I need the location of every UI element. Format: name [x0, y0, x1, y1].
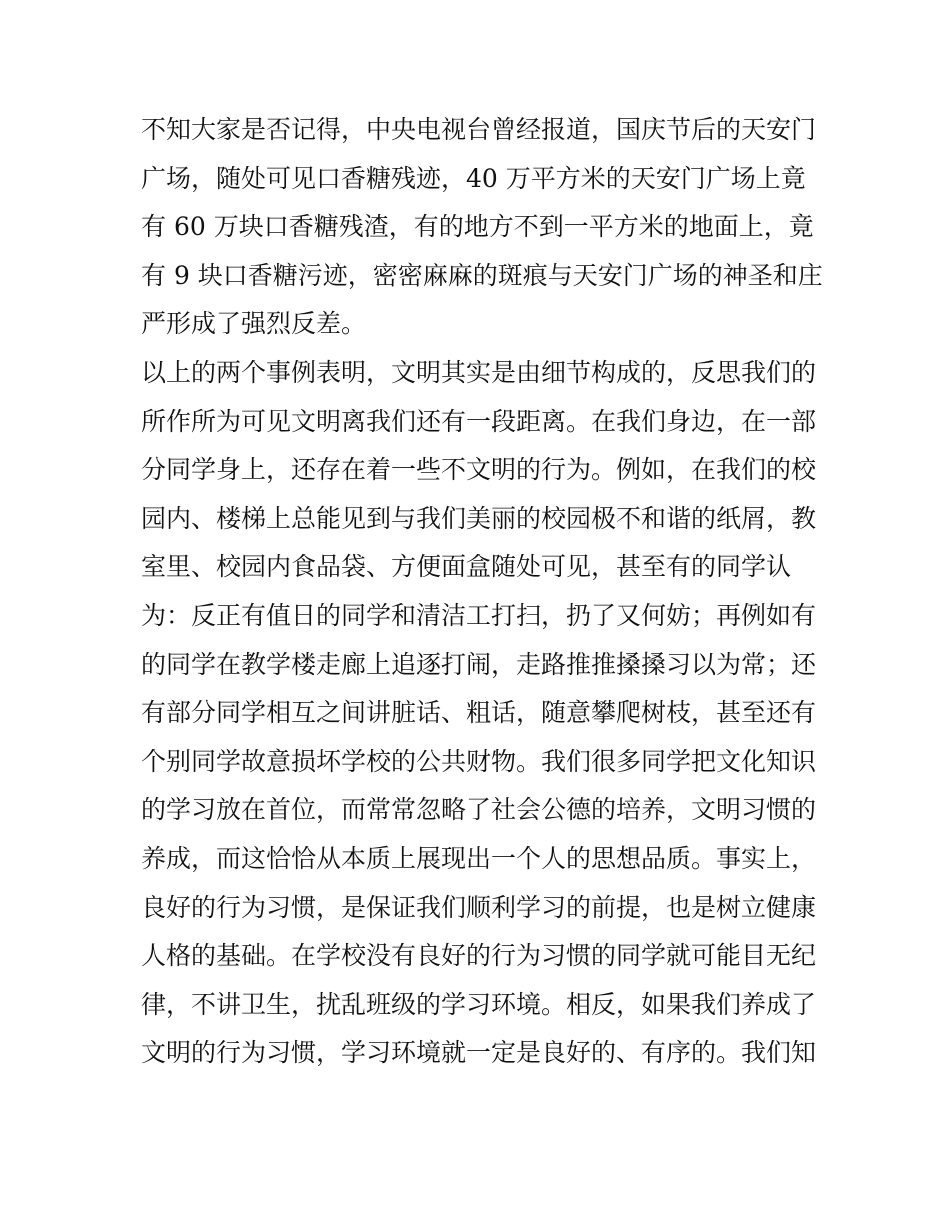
text-line: 有 60 万块口香糖残渣，有的地方不到一平方米的地面上，竟	[141, 212, 814, 242]
text-line: 良好的行为习惯，是保证我们顺利学习的前提，也是树立健康	[141, 892, 817, 922]
text-line: 个别同学故意损坏学校的公共财物。我们很多同学把文化知识	[141, 746, 817, 776]
text-line: 室里、校园内食品袋、方便面盒随处可见，甚至有的同学认	[141, 552, 792, 582]
text-line: 有部分同学相互之间讲脏话、粗话，随意攀爬树枝，甚至还有	[141, 698, 817, 728]
text-line: 广场，随处可见口香糖残迹，40 万平方米的天安门广场上竟	[141, 163, 806, 193]
text-line: 严形成了强烈反差。	[141, 309, 367, 339]
text-line: 为：反正有值日的同学和清洁工打扫，扔了又何妨；再例如有	[141, 600, 817, 630]
paragraph-1	[141, 106, 821, 349]
text-line: 园内、楼梯上总能见到与我们美丽的校园极不和谐的纸屑，教	[141, 503, 817, 533]
text-line: 的学习放在首位，而常常忽略了社会公德的培养，文明习惯的	[141, 795, 817, 825]
body-text	[141, 106, 821, 1078]
paragraph-2	[141, 349, 821, 1078]
text-line: 人格的基础。在学校没有良好的行为习惯的同学就可能目无纪	[141, 941, 817, 971]
text-line: 以上的两个事例表明，文明其实是由细节构成的，反思我们的	[141, 357, 817, 387]
text-line: 不知大家是否记得，中央电视台曾经报道，国庆节后的天安门	[141, 115, 817, 144]
text-line: 分同学身上，还存在着一些不文明的行为。例如，在我们的校	[141, 455, 817, 485]
text-line: 有 9 块口香糖污迹，密密麻麻的斑痕与天安门广场的神圣和庄	[141, 260, 823, 290]
text-line: 的同学在教学楼走廊上追逐打闹，走路推推搡搡习以为常；还	[141, 649, 817, 679]
text-line: 所作所为可见文明离我们还有一段距离。在我们身边，在一部	[141, 406, 817, 436]
text-line: 养成，而这恰恰从本质上展现出一个人的思想品质。事实上，	[141, 843, 817, 873]
text-line: 文明的行为习惯，学习环境就一定是良好的、有序的。我们知	[141, 1038, 817, 1068]
text-line: 律，不讲卫生，扰乱班级的学习环境。相反，如果我们养成了	[141, 989, 817, 1019]
